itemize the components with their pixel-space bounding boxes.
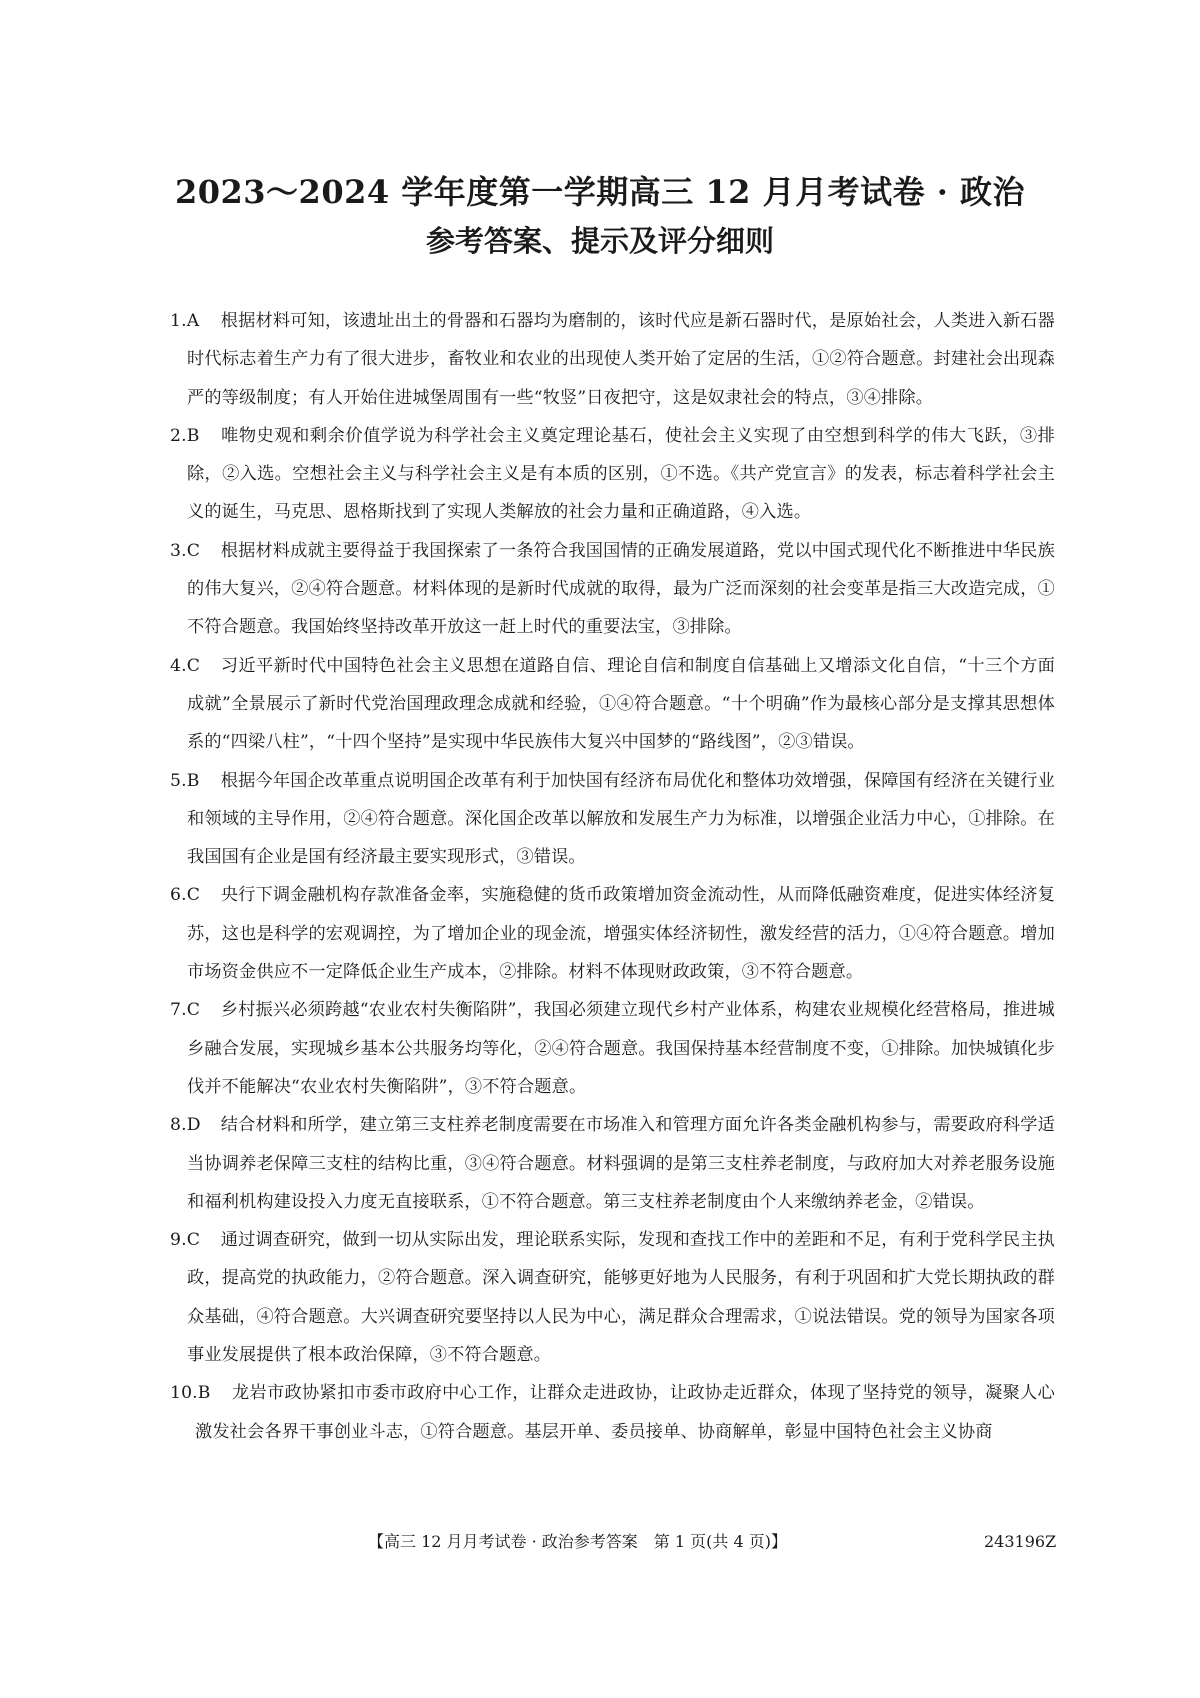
item-explanation: 龙岩市政协紧扣市委市政府中心工作，让群众走进政协，让政协走近群众，体现了坚持党的领导，凝聚人心激发社会各界干事创业斗志，①符合题意。基层开单、委员接单、协商解单，彰显中国特色社会主义协商 — [195, 1383, 1055, 1442]
item-number: 10. — [170, 1383, 198, 1404]
page-title: 2023～2024 学年度第一学期高三 12 月月考试卷 · 政治 — [174, 173, 1025, 211]
answer-item-6 — [170, 876, 1055, 991]
item-answer: C — [186, 1000, 201, 1021]
item-explanation: 通过调查研究，做到一切从实际出发，理论联系实际，发现和查找工作中的差距和不足，有利于党科学民主执政，提高党的执政能力，②符合题意。深入调查研究，能够更好地为人民服务，有利于巩固和扩大党长期执政的群众基础，④符合题意。大兴调查研究要坚持以人民为中心，满足群众合理需求，①说法错误。党的领导为国家各项事业发展提供了根本政治保障，③不符合题意。 — [187, 1230, 1055, 1366]
answer-item-3 — [170, 532, 1055, 647]
item-explanation: 根据材料成就主要得益于我国探索了一条符合我国国情的正确发展道路，党以中国式现代化不断推进中华民族的伟大复兴，②④符合题意。材料体现的是新时代成就的取得，最为广泛而深刻的社会变革是指三大改造完成，①不符合题意。我国始终坚持改革开放这一赶上时代的重要法宝，③排除。 — [187, 540, 1055, 638]
item-number: 1. — [170, 311, 187, 331]
item-answer: B — [186, 425, 200, 446]
item-answer: B — [186, 770, 200, 791]
item-answer: B — [197, 1383, 211, 1404]
item-number: 7. — [170, 1000, 187, 1021]
item-answer: C — [186, 1230, 201, 1251]
answer-item-7 — [170, 991, 1055, 1106]
item-number: 6. — [170, 885, 187, 906]
item-number: 9. — [170, 1230, 187, 1251]
item-number: 4. — [170, 655, 187, 676]
item-answer: C — [186, 885, 201, 906]
answer-list — [170, 302, 1055, 1451]
item-answer: D — [186, 1115, 201, 1136]
item-number: 5. — [170, 770, 187, 791]
answer-item-8 — [170, 1106, 1055, 1221]
footer-page-label: 【高三 12 月月考试卷 · 政治参考答案 第 1 页(共 4 页)】 — [368, 1532, 787, 1551]
answer-item-1 — [170, 302, 1055, 417]
item-explanation: 习近平新时代中国特色社会主义思想在道路自信、理论自信和制度自信基础上又增添文化自信，“十三个方面成就”全景展示了新时代党治国理政理念成就和经验，①④符合题意。“十个明确”作为最核心部分是支撑其思想体系的“四梁八柱”，“十四个坚持”是实现中华民族伟大复兴中国梦的“路线图”，②③错误。 — [187, 655, 1055, 753]
answer-item-2 — [170, 417, 1055, 532]
item-answer: C — [186, 540, 201, 561]
item-answer: A — [186, 311, 200, 331]
item-explanation: 央行下调金融机构存款准备金率，实施稳健的货币政策增加资金流动性，从而降低融资难度，促进实体经济复苏，这也是科学的宏观调控，为了增加企业的现金流，增强实体经济韧性，激发经营的活力，①④符合题意。增加市场资金供应不一定降低企业生产成本，②排除。材料不体现财政政策，③不符合题意。 — [187, 885, 1055, 983]
item-explanation: 根据材料可知，该遗址出土的骨器和石器均为磨制的，该时代应是新石器时代，是原始社会，人类进入新石器时代标志着生产力有了很大进步，畜牧业和农业的出现使人类开始了定居的生活，①②符合题意。封建社会出现森严的等级制度；有人开始住进城堡周围有一些“牧竖”日夜把守，这是奴隶社会的特点，③④排除。 — [187, 311, 1055, 408]
item-explanation: 乡村振兴必须跨越“农业农村失衡陷阱”，我国必须建立现代乡村产业体系，构建农业规模化经营格局，推进城乡融合发展，实现城乡基本公共服务均等化，②④符合题意。我国保持基本经营制度不变，①排除。加快城镇化步伐并不能解决“农业农村失衡陷阱”，③不符合题意。 — [187, 1000, 1055, 1097]
answer-item-10 — [170, 1374, 1055, 1451]
page-subtitle: 参考答案、提示及评分细则 — [425, 224, 774, 258]
answer-item-4 — [170, 647, 1055, 762]
answer-item-9 — [170, 1221, 1055, 1374]
item-explanation: 结合材料和所学，建立第三支柱养老制度需要在市场准入和管理方面允许各类金融机构参与，需要政府科学适当协调养老保障三支柱的结构比重，③④符合题意。材料强调的是第三支柱养老制度，与政府加大对养老服务设施和福利机构建设投入力度无直接联系，①不符合题意。第三支柱养老制度由个人来缴纳养老金，②错误。 — [187, 1115, 1055, 1212]
item-number: 3. — [170, 540, 187, 561]
item-number: 2. — [170, 425, 187, 446]
item-number: 8. — [170, 1115, 187, 1136]
item-answer: C — [186, 655, 201, 676]
answer-item-5 — [170, 762, 1055, 877]
item-explanation: 根据今年国企改革重点说明国企改革有利于加快国有经济布局优化和整体功效增强，保障国有经济在关键行业和领域的主导作用，②④符合题意。深化国企改革以解放和发展生产力为标准，以增强企业活力中心，①排除。在我国国有企业是国有经济最主要实现形式，③错误。 — [187, 770, 1055, 868]
footer-paper-code: 243196Z — [984, 1532, 1057, 1551]
item-explanation: 唯物史观和剩余价值学说为科学社会主义奠定理论基石，使社会主义实现了由空想到科学的伟大飞跃，③排除，②入选。空想社会主义与科学社会主义是有本质的区别，①不选。《共产党宣言》的发表，标志着科学社会主义的诞生，马克思、恩格斯找到了实现人类解放的社会力量和正确道路，④入选。 — [187, 425, 1055, 523]
